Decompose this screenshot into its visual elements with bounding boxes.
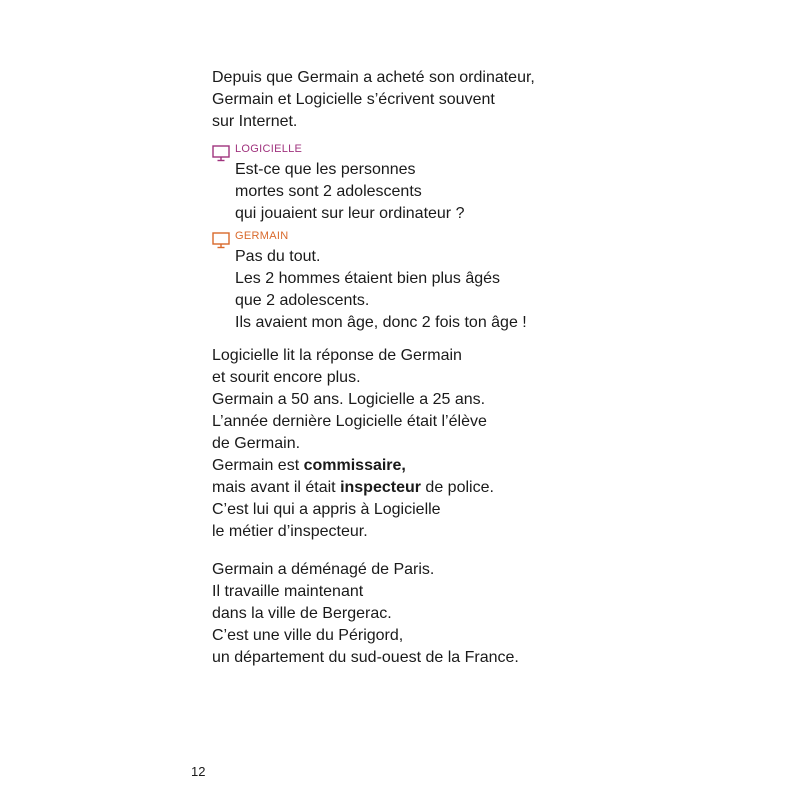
text-line: Depuis que Germain a acheté son ordinateur,: [212, 69, 535, 86]
computer-monitor-icon: [212, 145, 230, 162]
text-line: le métier d’inspecteur.: [212, 523, 368, 540]
text-line: dans la ville de Bergerac.: [212, 605, 392, 622]
text-line: Pas du tout.: [235, 248, 321, 265]
text-line: [212, 477, 494, 499]
intro-paragraph: [212, 67, 535, 133]
text-line: Germain a déménagé de Paris.: [212, 561, 435, 578]
text-line: C’est une ville du Périgord,: [212, 627, 404, 644]
text-line: L’année dernière Logicielle était l’élève: [212, 413, 487, 430]
text-line: Logicielle lit la réponse de Germain: [212, 347, 462, 364]
speaker-header: [212, 230, 527, 246]
bold-term: commissaire,: [303, 457, 406, 474]
text-line: Ils avaient mon âge, donc 2 fois ton âge !: [235, 314, 527, 331]
text-line: [212, 455, 494, 477]
message-body: [235, 246, 527, 334]
text-line: Les 2 hommes étaient bien plus âgés: [235, 270, 501, 287]
speaker-name: GERMAIN: [235, 230, 289, 242]
text-line: qui jouaient sur leur ordinateur ?: [235, 205, 465, 222]
closing-paragraph: [212, 559, 519, 669]
text-line: que 2 adolescents.: [235, 292, 370, 309]
text-fragment: Germain est: [212, 457, 304, 474]
message-logicielle: [212, 143, 464, 225]
text-line: mortes sont 2 adolescents: [235, 183, 422, 200]
text-fragment: de police.: [420, 479, 494, 496]
speaker-header: [212, 143, 464, 159]
text-fragment: mais avant il était: [212, 479, 341, 496]
message-germain: [212, 230, 527, 334]
computer-monitor-icon: [212, 232, 230, 249]
text-line: Germain a 50 ans. Logicielle a 25 ans.: [212, 391, 486, 408]
message-body: [235, 159, 464, 225]
text-line: de Germain.: [212, 435, 301, 452]
bold-term: inspecteur: [340, 479, 421, 496]
text-line: Germain et Logicielle s’écrivent souvent: [212, 91, 495, 108]
narrative-paragraph: [212, 345, 494, 543]
text-line: Est-ce que les personnes: [235, 161, 416, 178]
speaker-name: LOGICIELLE: [235, 143, 303, 155]
text-line: C’est lui qui a appris à Logicielle: [212, 501, 441, 518]
text-line: sur Internet.: [212, 113, 298, 130]
page-number: 12: [191, 764, 206, 779]
text-line: un département du sud-ouest de la France.: [212, 649, 519, 666]
text-line: Il travaille maintenant: [212, 583, 364, 600]
text-line: et sourit encore plus.: [212, 369, 361, 386]
